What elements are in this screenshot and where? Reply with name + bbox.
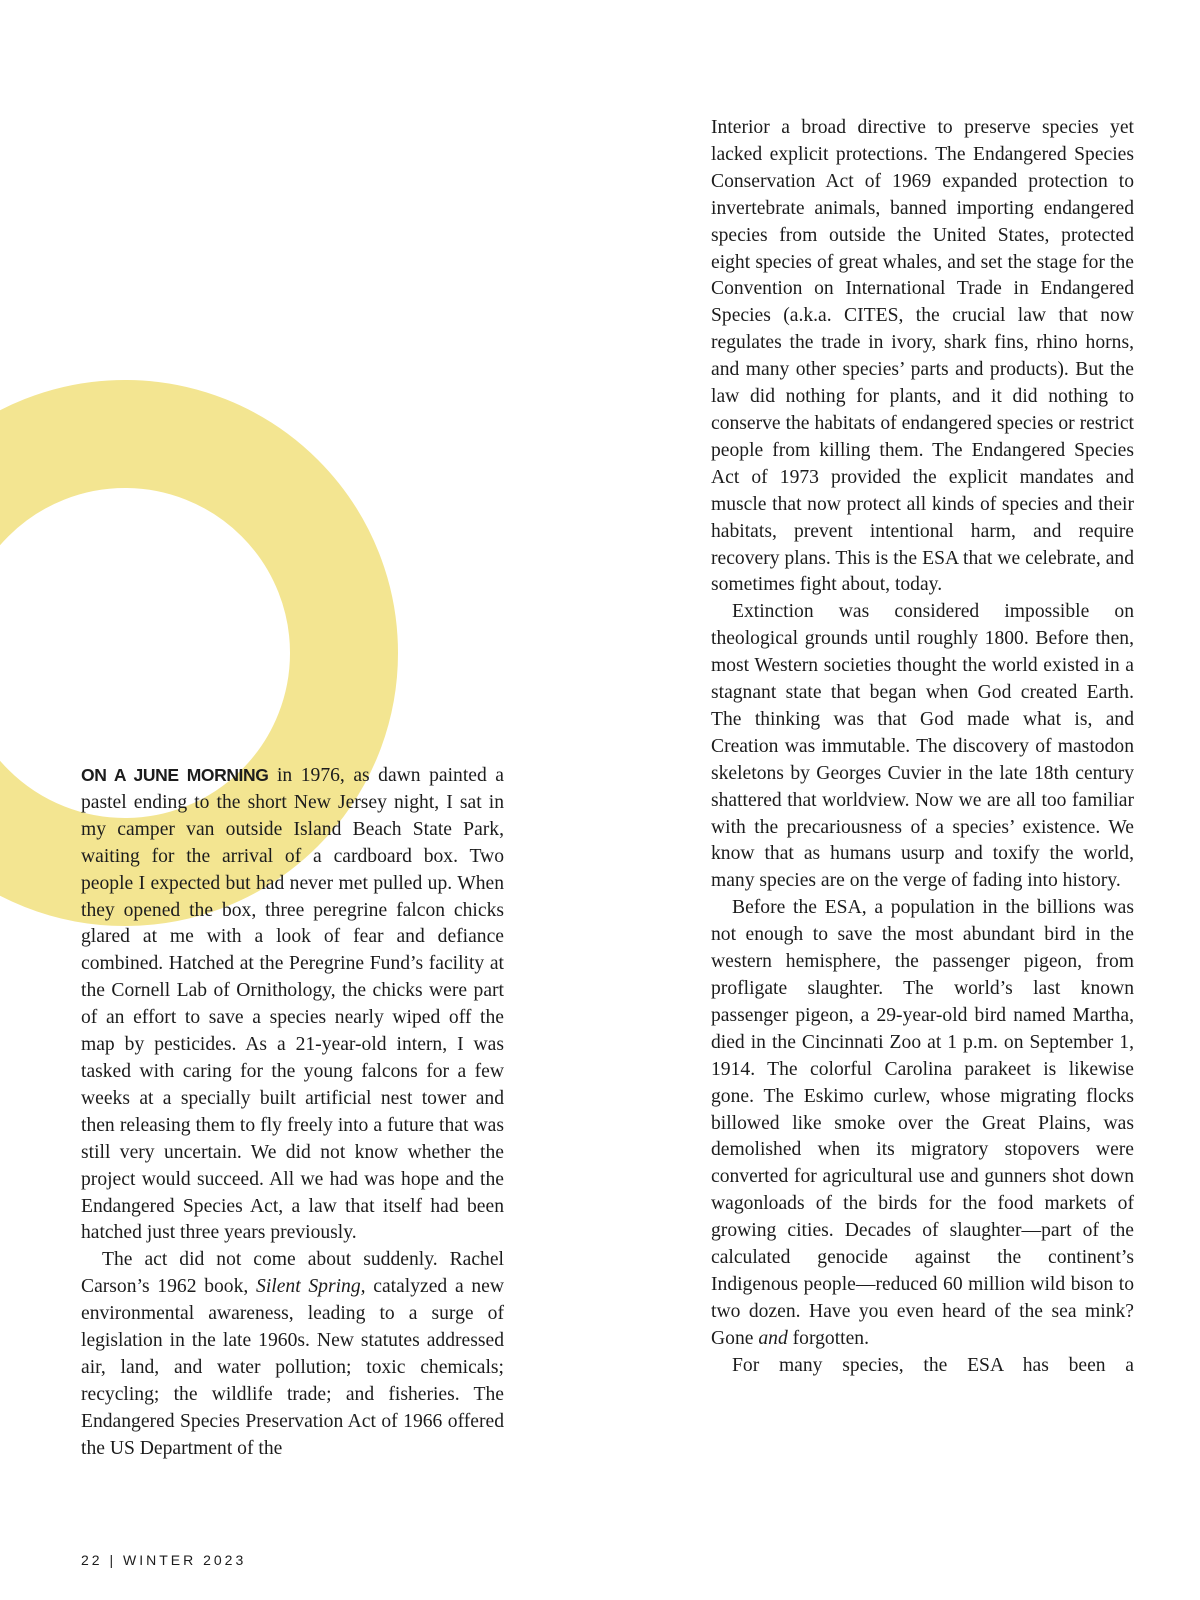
- paragraph-1: [81, 762, 504, 1247]
- left-column: [81, 762, 504, 1463]
- paragraph-4: Extinction was considered impossible on theological grounds until roughly 1800. Before then, most Western societies thought the world existed in a stagnant state that began when God created Earth. The thinking was that God made what is, and Creation was immutable. The discovery of mastodon skeletons by Georges Cuvier in the late 18th century shattered that worldview. Now we are all too familiar with the precariousness of a species’ existence. We know that as humans usurp and toxify the world, many species are on the verge of fading into history.: [711, 601, 1134, 892]
- book-title: Silent Spring,: [256, 1276, 366, 1298]
- paragraph-2-text-a: The act did not come about suddenly. Rachel Carson’s 1962 book,: [81, 1249, 504, 1298]
- lead-in: ON A JUNE MORNING: [81, 765, 269, 785]
- paragraph-5-text-b: forgotten.: [787, 1327, 869, 1349]
- right-column: [711, 115, 1134, 1380]
- paragraph-6: For many species, the ESA has been a: [732, 1354, 1134, 1376]
- paragraph-2: [81, 1247, 504, 1462]
- page-folio: 22 | WINTER 2023: [81, 1552, 247, 1568]
- paragraph-2-text-b: catalyzed a new environmental awareness, leading to a surge of legislation in the late 1960s. New statutes addressed air, land, and water pollution; toxic chemicals; recycling; the wildlife trade; and fisheries. The Endangered Species Preservation Act of 1966 offered the US Department of the: [81, 1276, 505, 1459]
- paragraph-5: [711, 895, 1134, 1352]
- paragraph-5-text-a: Before the ESA, a population in the billions was not enough to save the most abundant bird in the western hemisphere, the passenger pigeon, from profligate slaughter. The world’s last known passenger pigeon, a 29-year-old bird named Martha, died in the Cincinnati Zoo at 1 p.m. on September 1, 1914. The colorful Carolina parakeet is likewise gone. The Eskimo curlew, whose migrating flocks billowed like smoke over the Great Plains, was demolished when its migratory stopovers were converted for agricultural use and gunners shot down wagonloads of the birds for the food markets of growing cities. Decades of slaughter—part of the calculated genocide against the continent’s Indigenous people—reduced 60 million wild bison to two dozen. Have you even heard of the sea mink? Gone: [711, 897, 1134, 1349]
- paragraph-1-text: in 1976, as dawn painted a pastel ending to the short New Jersey night, I sat in my camper van outside Island Beach State Park, waiting for the arrival of a cardboard box. Two people I expected but had never met pulled up. When they opened the box, three peregrine falcon chicks glared at me with a look of fear and defiance combined. Hatched at the Peregrine Fund’s facility at the Cornell Lab of Ornithology, the chicks were part of an effort to save a species nearly wiped off the map by pesticides. As a 21-year-old intern, I was tasked with caring for the young falcons for a few weeks at a specially built artificial nest tower and then releasing them to fly freely into a future that was still very uncertain. We did not know whether the project would succeed. All we had was hope and the Endangered Species Act, a law that itself had been hatched just three years previously.: [81, 765, 504, 1244]
- italic-word: and: [758, 1327, 788, 1349]
- paragraph-3: Interior a broad directive to preserve species yet lacked explicit protections. The Endangered Species Conservation Act of 1969 expanded protection to invertebrate animals, banned importing endangered species from outside the United States, protected eight species of great whales, and set the stage for the Convention on International Trade in Endangered Species (a.k.a. CITES, the crucial law that now regulates the trade in ivory, shark fins, rhino horns, and many other species’ parts and products). But the law did nothing for plants, and it did nothing to conserve the habitats of endangered species or restrict people from killing them. The Endangered Species Act of 1973 provided the explicit mandates and muscle that now protect all kinds of species and their habitats, prevent intentional harm, and require recovery plans. This is the ESA that we celebrate, and sometimes fight about, today.: [711, 117, 1134, 596]
